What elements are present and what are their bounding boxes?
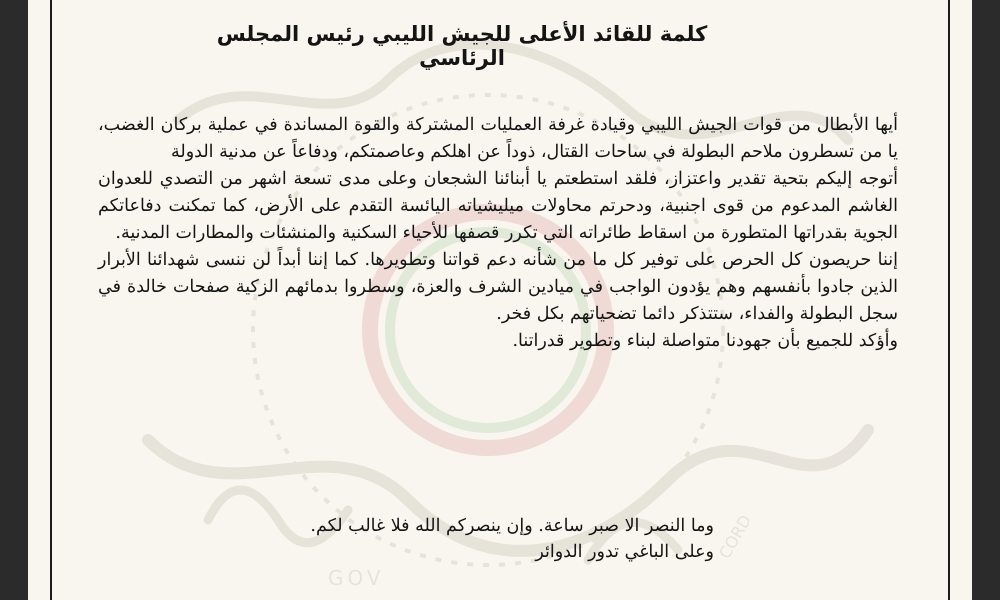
closing-lines [214,513,714,565]
document-title: كلمة للقائد الأعلى للجيش الليبي رئيس المجلس الرئاسي [216,22,708,70]
seal-latin-text-2: CORD [715,511,756,562]
seal-latin-text: GOV [328,566,385,590]
speech-document [88,0,912,600]
page-border-left [50,0,52,600]
paragraph-3: إننا حريصون كل الحرص على توفير كل ما من شأنه دعم قواتنا وتطويرها. كما إننا أبداً لن ننسى شهدائنا الأبرار الذين جادوا بأنفسهم وهم يؤدون الواجب في ميادين الشرف والعزة، وسطروا بدمائهم الزكية صفحات خالدة في سجل البطولة والفداء، ستتذكر دائما تضحياتهم بكل فخر. [98,250,898,324]
paragraph-2: أتوجه إليكم بتحية تقدير واعتزاز، فلقد استطعتم يا أبنائنا الشجعان وعلى مدى تسعة اشهر من التصدي للعدوان الغاشم المدعوم من قوى اجنبية، ودحرتم محاولات ميليشياته اليائسة التقدم على الأرض، كما تمكنت دفاعاتكم الجوية بقدراتها المتطورة من اسقاط طائراته التي تكرر قصفها للأحياء السكنية والمنشئات والمطارات المدنية. [98,169,898,243]
paragraph-4: وأؤكد للجميع بأن جهودنا متواصلة لبناء وتطوير قدراتنا. [512,331,898,351]
document-page [28,0,972,600]
page-border-right [948,0,950,600]
speech-body [98,112,898,355]
paragraph-1: أيها الأبطال من قوات الجيش الليبي وقيادة غرفة العمليات المشتركة والقوة المساندة في عملية بركان الغضب، يا من تسطرون ملاحم البطولة في ساحات القتال، ذوداً عن اهلكم وعاصمتكم، ودفاعاً عن مدنية الدولة [98,115,898,162]
closing-line-1: وما النصر الا صبر ساعة. وإن ينصركم الله فلا غالب لكم. [310,516,714,536]
closing-line-2: وعلى الباغي تدور الدوائر [535,542,714,562]
